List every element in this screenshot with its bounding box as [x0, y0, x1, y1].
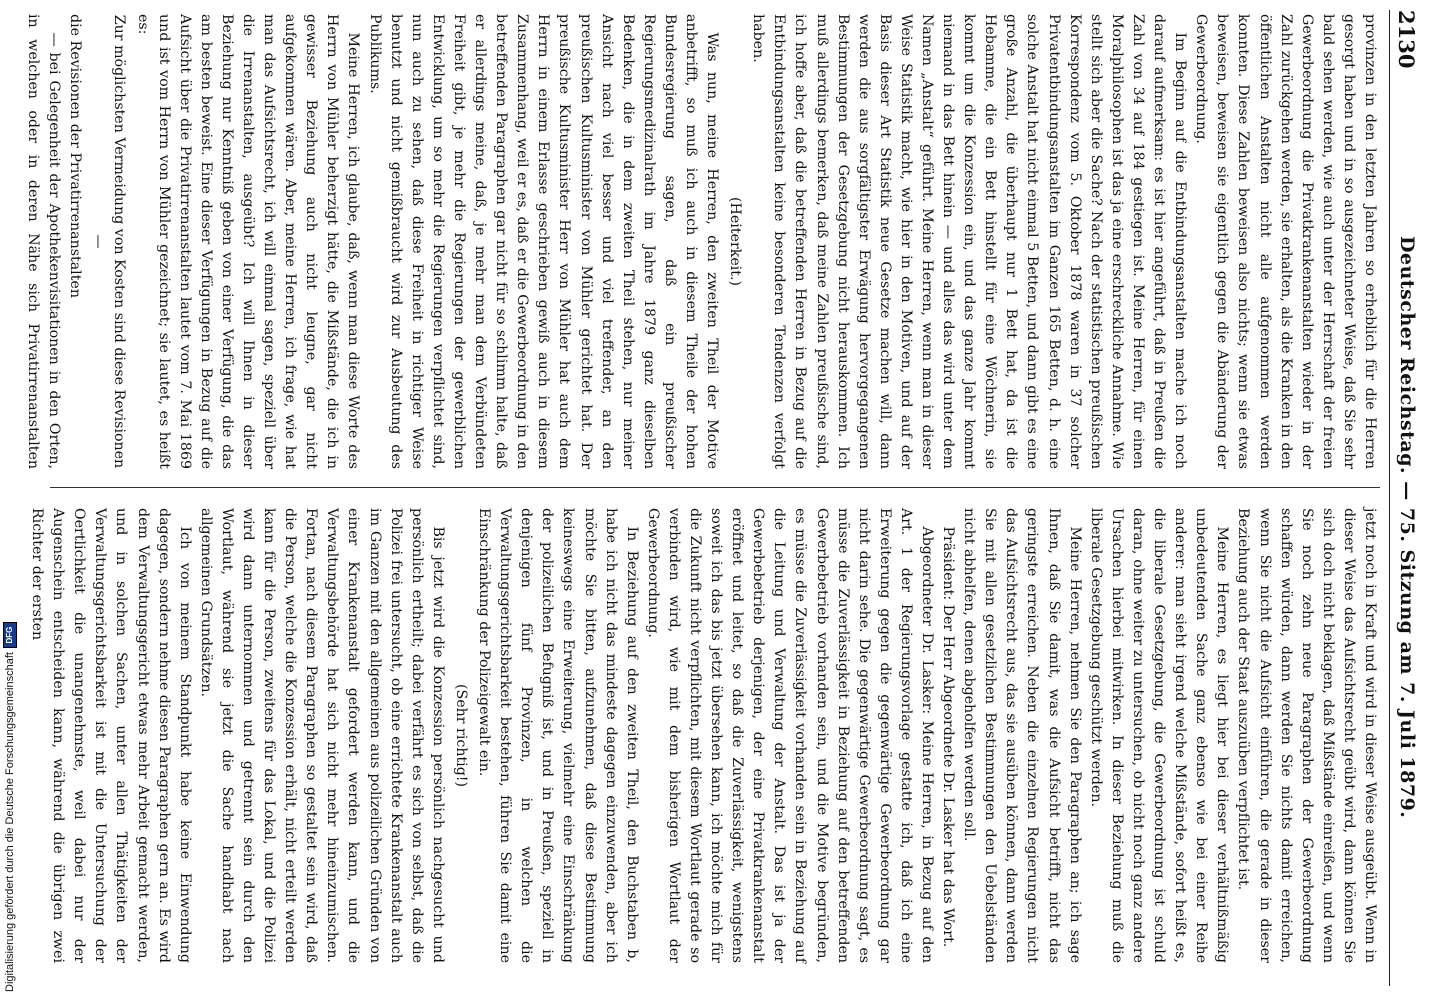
digitization-text: Digitalisierung gefördert durch die Deutsche Forschungsgemeinschaft [4, 652, 16, 992]
quotation: — bei Gelegenheit der Apothekenvisitationen in den Orten, in welchen oder in deren Nähe sich Privatirrenanstalten [25, 14, 63, 469]
speaker-paragraph: Abgeordneter Dr. Lasker: Meine Herren, in Bezug auf den Art. 1 der Regierungsvorlage gestatte ich, daß ich eine Erweiterung gegen die gegenwärtige Gewerbeordnung gar nicht darin sehe. Die gegenwärtige Gewerbeordnung sagt, es müsse die Zuverlässigkeit in Beziehung auf den betreffenden Gewerbebetrieb vorhanden sein, und die Motive begründen, es müsse die Zuverlässigkeit vorhanden sein in Beziehung auf die Leitung und Verwaltung der Anstalt. Das ist ja der Gewerbebetrieb derjenigen, der eine Privatkrankenanstalt eröffnet und leitet, so daß die Zuverlässigkeit, wenigstens soweit ich das bis jetzt übersehen kann, ich möchte mich für die Zukunft nicht verpflichten, mit diesem Wortlaut gerade so verbinden wird, wie mit dem bisherigen Wortlaut der Gewerbeordnung. [644, 508, 936, 963]
paragraph: Was nun, meine Herren, den zweiten Theil der Motive anbetrifft, so muß ich auch in diesem Theile der hohen Bundesregierung sagen, daß ein preußischer Regierungsmedizinalrath im Jahre 1879 ganz dieselben Bedenken, die in dem zweiten Theil stehen, nur meiner Ansicht nach viel besser und viel treffender, an den preußischen Kultusminister von Mühler gerichtet hat. Der preußische Kultusminister Herr von Mühler hat auch dem Herrn in einem Erlasse geschrieben gewiß auch in diesem Zusammenhang, weil er es, daß er die Gewerbeordnung in den betreffenden Paragraphen gar nicht für so schlimm halte, daß er allerdings meine, daß, je mehr man dem Verbündeten Freiheit gibt, je mehr die Regierungen der gewerblichen Entwicklung, um so mehr die Regierungen verpflichtet sind, nun auch zu sehen, daß diese Freiheit in richtiger Weise benutzt und nicht gemißbraucht wird zur Ausbeutung des Publikums. [366, 14, 721, 469]
paragraph: Im Beginn auf die Entbindungsanstalten mache ich noch darauf aufmerksam: es ist hier angeführt, daß in Preußen die Zahl von 34 auf 184 gestiegen ist. Meine Herren, für einen Moralphilosophen ist das ja eine erschreckliche Annahme. Wie stellt sich aber die Sache? Nach der statistischen preußischen Korrespondenz vom 5. Oktober 1878 waren in 37 solcher Privatentbindungsanstalten im Ganzen 165 Betten, d. h. eine solche Anstalt hat nicht einmal 5 Betten, und dann gibt es eine große Anzahl, die überhaupt nur 1 Bett hat, da ist die Hebamme, die ein Bett hinstellt für eine Wöchnerin, sie kommt um die Konzession ein, und das ganze Jahr kommt niemand in das Bett hinein — und alles das wird unter dem Namen „Anstalt“ geführt. Meine Herren, wenn man in dieser Weise Statistik macht, wie hier in den Motiven, und auf der Basis dieser Art Statistik neue Gesetze machen will, dann werden die aus sorgfältigster Erwägung hervorgegangenen Bestimmungen der Gesetzgebung nicht herauskommen. Ich muß allerdings bemerken, daß meine Zahlen preußische sind, ich hoffe aber, daß die betreffenden Herren in Bezug auf die Entbindungsanstalten keine besonderen Tendenzen verfolgt haben. [750, 14, 1189, 469]
page-number: 2130 [1394, 10, 1420, 69]
running-title: Deutscher Reichstag. — 75. Sitzung am 7. Juli 1879. [1396, 236, 1418, 819]
paragraph: die Revisionen der Privatirrenanstalten [67, 14, 84, 298]
paragraph: provinzen in den letzten Jahren so erheblich für die Herren gesorgt haben und in so ausgezeichneter Weise, daß Sie sehr bald sehen werden, wie auch unter der Herrschaft der freien Gewerbeordnung die Privatkrankenanstalten wieder in der Zahl zurückgehen werden, sie erhalten, als die Kranken in den öffentlichen Anstalten nicht alle aufgenommen werden konnten. Diese Zahlen beweisen also nichts; wenn sie etwas beweisen, beweisen sie eigentlich gegen die Abänderung der Gewerbeordnung. [1193, 14, 1378, 469]
column-divider [50, 487, 1380, 488]
quotation: Zur möglichsten Vermeidung von Kosten sind diese Revisionen — [90, 14, 128, 469]
digitization-note [2, 572, 18, 992]
interjection: (Heiterkeit.) [727, 197, 744, 286]
paragraph: Meine Herren, es liegt hier bei dieser verhältnißmäßig unbedeutenden Sache ganz ebenso wie bei einer Reihe anderer: man sieht irgend welche Mißstände, sofort heißt es, die liberale Gesetzgebung, die Gewerbeordnung ist schuld daran, ohne weiter zu untersuchen, ob nicht noch ganz andere Ursachen hierbei mitwirken. In dieser Beziehung muß die liberale Gesetzgebung geschützt werden. [1087, 508, 1231, 963]
paragraph: jetzt noch in Kraft und wird in dieser Weise ausgeübt. Wenn in dieser Weise das Aufsichtsrecht geübt wird, dann können Sie sich doch nicht beklagen, daß Mißstände einreißen, und wenn Sie noch zehn neue Paragraphen der Gewerbeordnung schaffen würden, dann werden Sie nichts damit erreichen, wenn Sie nicht die Aufsicht einführen, die gerade in dieser Beziehung auch der Staat auszuüben verpflichtet ist. [1235, 508, 1378, 963]
dfg-logo: DFG [3, 622, 17, 648]
paragraph: Meine Herren, ich glaube, daß, wenn man diese Worte des Herrn von Mühler beherzigt hätte, die Mißstände, die ich in gewisser Beziehung auch nicht leugne, gar nicht aufgekommen wären. Aber, meine Herren, ich frage, wie hat man das Aufsichtsrecht, ich will einmal sagen, speziell über die Irrenanstalten, ausgeübt? Ich will Ihnen in dieser Beziehung nur Kenntniß geben von einer Verfügung, die das am besten beweist. Eine dieser Verfügungen in Bezug auf die Aufsicht über die Privatirrenanstalten lautet vom 7. Mai 1869 und ist vom Herrn von Mühler gezeichnet; sie lautet, es heißt es: [134, 14, 362, 469]
right-column [29, 508, 1380, 963]
paragraph: Bis jetzt wird die Konzession persönlich nachgesucht und persönlich ertheilt; dabei verfährt es sich von selbst, daß die Polizei frei untersucht, ob eine errichtete Krankenanstalt auch im Ganzen mit den allgemeinen aus polizeilichen Gründen von einer Krankenanstalt gefordert werden kann, und die Verwaltungsbehörde hat sich nicht mehr hineinzumischen. Fortan, nach diesem Paragraphen so gestaltet sein wird, daß die Person, welche die Konzession erhält, nicht erteilt werden kann für die Person, zweitens für das Lokal, und die Polizei wird dann unternommen und getrennt sein durch den Wortlaut, während sie jetzt die Sache handhabt nach allgemeinen Grundsätzen. [197, 508, 446, 963]
page-header [1389, 10, 1424, 986]
speaker-paragraph: Präsident: Der Herr Abgeordnete Dr. Lasker hat das Wort. [940, 526, 957, 948]
paragraph: Ich von meinem Standpunkt habe keine Einwendung dagegen, sondern nehme diesen Paragraphen gern an. Es wird dem Verwaltungsgericht etwas mehr Arbeit gemacht werden, und in solchen Sachen, unter allen Thätigkeiten der Verwaltungsgerichtsbarkeit ist mit die Untersuchung der Oertlichkeit die unangenehmste, weil dabei nur der Augenschein entscheiden kann, während die übrigen zwei Richter der ersten [29, 508, 193, 963]
paragraph: Meine Herren, nehmen Sie den Paragraphen an; ich sage Ihnen, daß Sie damit, was die Aufsicht betrifft, nicht das geringste erreichen. Neben die einzelnen Regierungen nicht das Aufsichtsrecht aus, das sie ausüben können, dann werden Sie mit allen gesetzlichen Bestimmungen den Uebelständen nicht abhelfen, denen abgeholfen werden soll. [961, 508, 1083, 963]
left-column [25, 14, 1380, 469]
interjection: (Sehr richtig!) [452, 683, 469, 788]
paragraph: In Beziehung auf den zweiten Theil, den Buchstaben b, habe ich nicht das mindeste dagegen einzuwenden, aber ich möchte Sie bitten, aufzunehmen, daß diese Bestimmung keineswegs eine Erweiterung, vielmehr eine Einschränkung der polizeilichen Befugniß ist, und in Preußen, speziell in denjenigen fünf Provinzen, in welchen die Verwaltungsgerichtsbarkeit bestehen, führen Sie damit eine Einschränkung der Polizeigewalt ein. [476, 508, 640, 963]
digitization-strip [0, 0, 20, 1000]
